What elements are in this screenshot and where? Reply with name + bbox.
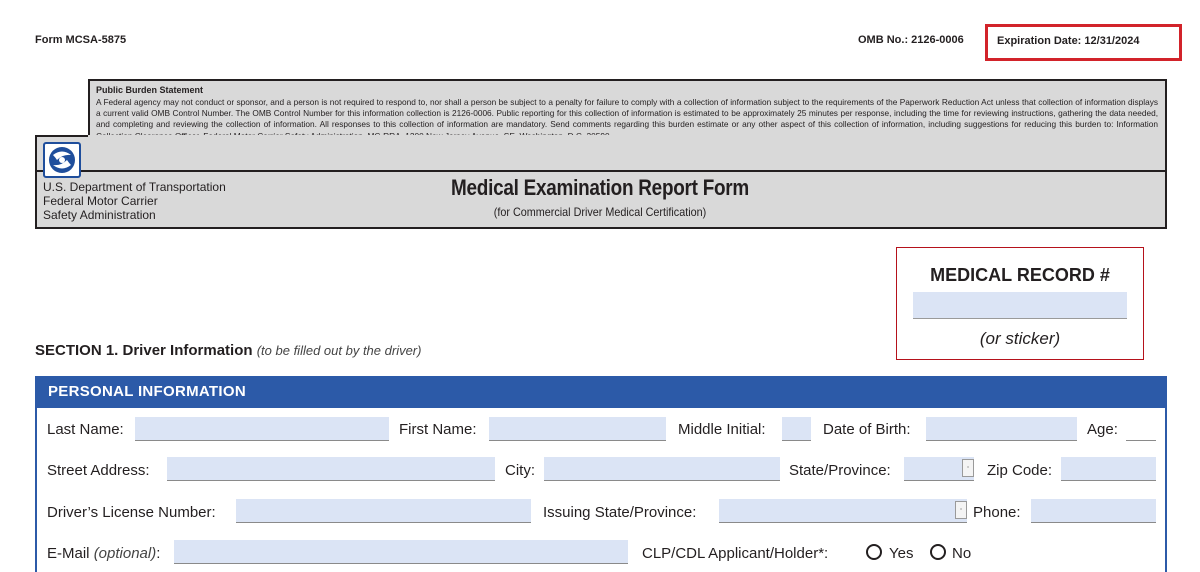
last-name-input[interactable] [135,417,389,441]
clp-yes-radio[interactable] [866,544,882,560]
agency-line-3: Safety Administration [43,208,156,222]
date-of-birth-input[interactable] [926,417,1077,441]
state-province-select[interactable] [904,457,974,481]
last-name-label: Last Name: [47,421,124,438]
state-dropdown-icon[interactable]: ⋅ [962,459,974,477]
street-address-input[interactable] [167,457,495,481]
email-label [47,545,160,562]
first-name-input[interactable] [489,417,666,441]
omb-number: OMB No.: 2126-0006 [858,34,964,46]
first-name-label: First Name: [399,421,477,438]
issuing-state-label: Issuing State/Province: [543,504,697,521]
medical-record-label: MEDICAL RECORD # [930,265,1110,285]
form-number: Form MCSA-5875 [35,34,127,46]
issuing-state-select[interactable] [719,499,967,523]
zip-code-label: Zip Code: [987,462,1053,479]
email-label-colon: : [156,545,161,562]
personal-information-title: PERSONAL INFORMATION [48,383,246,400]
city-label: City: [505,462,535,479]
clp-yes-label: Yes [889,545,914,562]
drivers-license-label: Driver’s License Number: [47,504,216,521]
state-province-label: State/Province: [789,462,891,479]
burden-title: Public Burden Statement [96,85,204,95]
issuing-state-dropdown-icon[interactable]: ⋅ [955,501,967,519]
phone-input[interactable] [1031,499,1156,523]
drivers-license-input[interactable] [236,499,531,523]
burden-text: A Federal agency may not conduct or sponsor, and a person is not required to respond to, nor shall a person be subject to a penalty for failure to comply with a collection of information subject to the requirements of the Paperwork Reduction Act unless that collection of information displays a current valid OMB Control Number. The OMB Control Number for this information collection is 2126-0006. Public reporting for this collection of information is estimated to be approximately 25 minutes per response, including the time for reviewing instructions, gathering the data needed, and completing and reviewing the collection of information. All responses to this collection of information are mandatory. Send comments regarding this burden estimate or any other aspect of this collection of information, including suggestions for reducing this burden to: Information [96,97,1158,130]
dot-logo-icon [43,142,81,178]
form-subtitle: (for Commercial Driver Medical Certification) [493,205,707,219]
medical-record-input[interactable] [913,292,1127,319]
medical-record-sticker-note: (or sticker) [979,329,1061,348]
age-input[interactable] [1126,417,1156,441]
email-input[interactable] [174,540,628,564]
city-input[interactable] [544,457,780,481]
clp-no-radio[interactable] [930,544,946,560]
street-address-label: Street Address: [47,462,150,479]
section-title-text: SECTION 1. Driver Information [35,342,253,359]
middle-initial-label: Middle Initial: [678,421,766,438]
expiration-date: Expiration Date: 12/31/2024 [997,35,1140,47]
date-of-birth-label: Date of Birth: [823,421,911,438]
age-label: Age: [1087,421,1118,438]
section-title [35,342,421,359]
agency-line-1: U.S. Department of Transportation [43,180,226,194]
personal-information-header [35,376,1167,408]
email-label-text: E-Mail [47,545,90,562]
email-optional-note: (optional) [93,545,157,562]
middle-initial-input[interactable] [782,417,811,441]
header-divider [35,170,1167,172]
expiration-date-highlight [985,24,1182,61]
clp-cdl-label: CLP/CDL Applicant/Holder*: [642,545,829,562]
agency-line-2: Federal Motor Carrier [43,194,158,208]
medical-record-box [896,247,1144,360]
phone-label: Phone: [973,504,1021,521]
zip-code-input[interactable] [1061,457,1156,481]
form-title: Medical Examination Report Form [451,175,749,200]
section-note: (to be filled out by the driver) [256,343,422,358]
clp-no-label: No [952,545,972,562]
